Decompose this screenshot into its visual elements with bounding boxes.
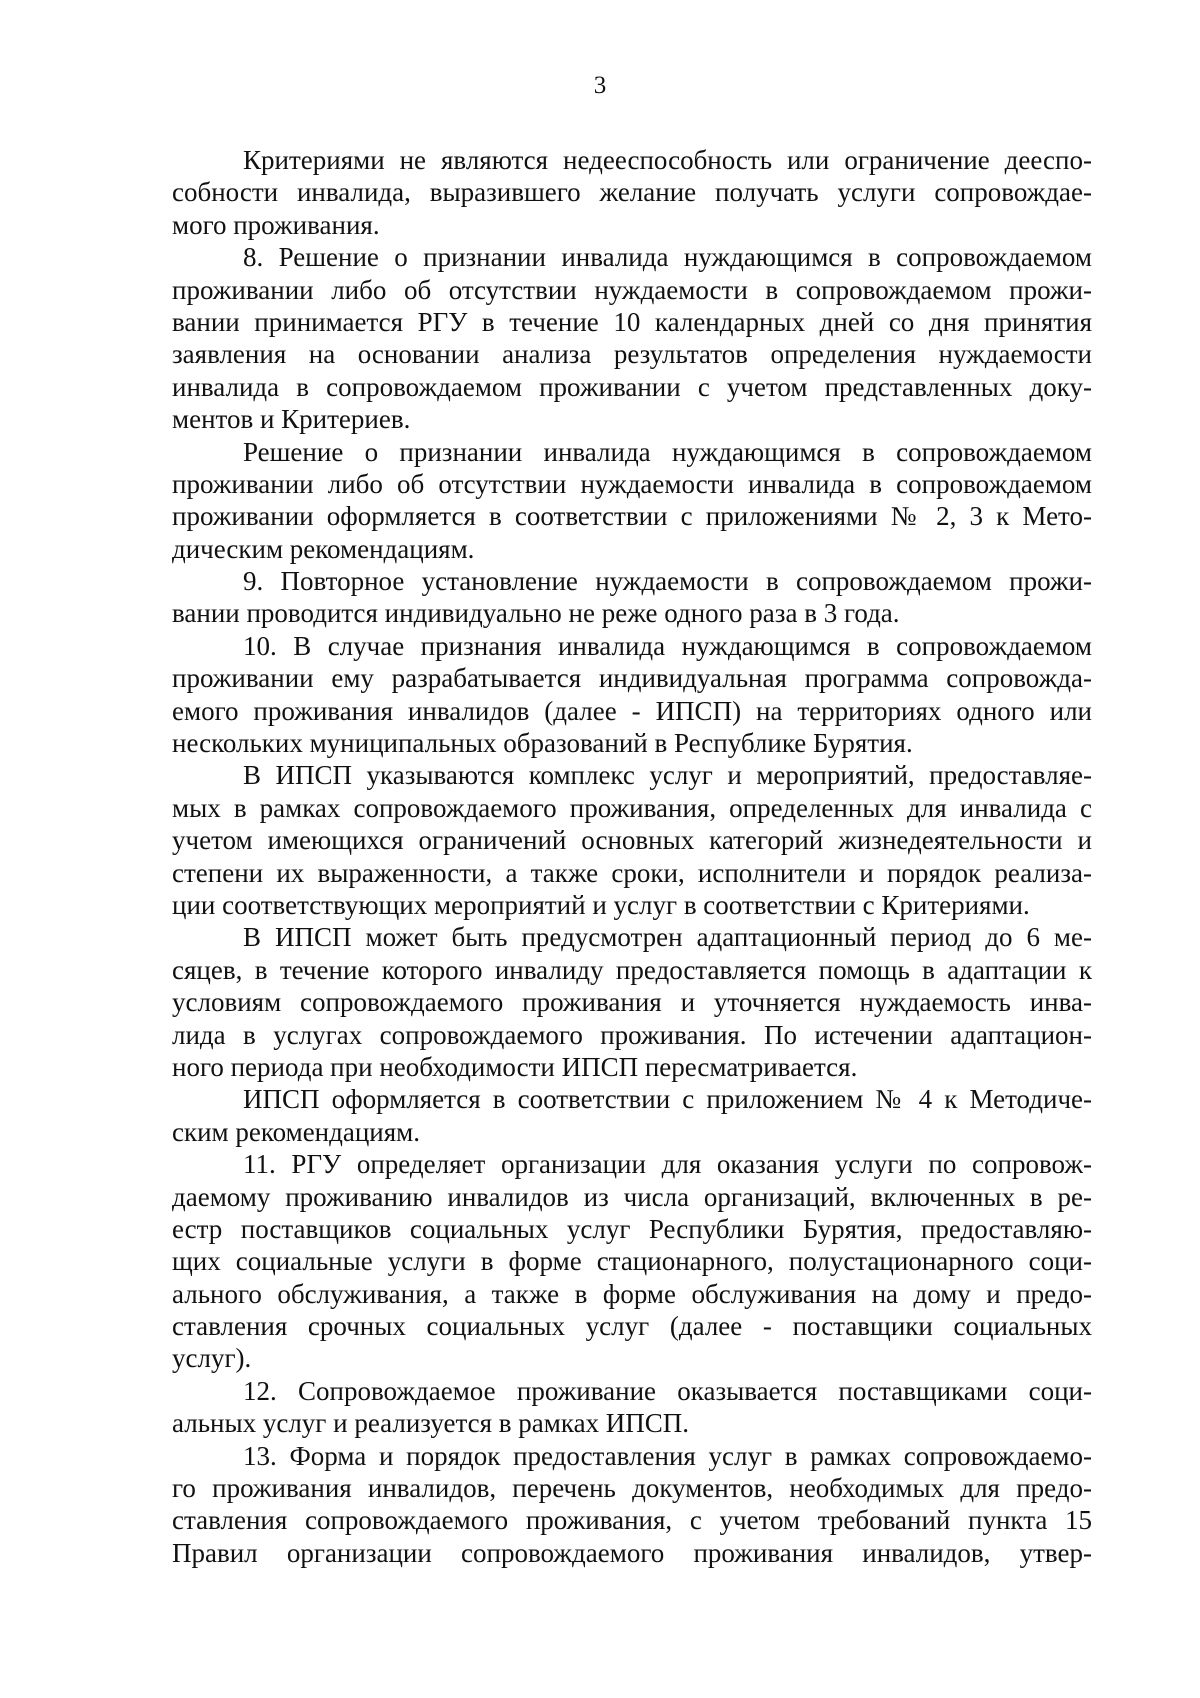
- text-line: го проживания инвалидов, перечень документов, необходимых для предо-: [172, 1473, 1092, 1504]
- text-line: лида в услугах сопровождаемого проживания. По истечении адаптацион-: [172, 1019, 1092, 1050]
- text-line: дическим рекомендациям.: [172, 533, 475, 564]
- paragraph-first-line: Критериями не являются недееспособность или ограничение дееспо-: [243, 145, 1092, 175]
- text-line: ставления сопровождаемого проживания, с учетом требований пункта 15: [172, 1505, 1092, 1536]
- text-line: условиям сопровождаемого проживания и уточняется нуждаемость инва-: [172, 987, 1092, 1018]
- text-line: учетом имеющихся ограничений основных категорий жизнедеятельности и: [172, 825, 1092, 856]
- paragraph-first-line: 11. РГУ определяет организации для оказания услуги по сопровож-: [243, 1149, 1092, 1180]
- paragraph-first-line: ИПСП оформляется в соответствии с приложением № 4 к Методиче-: [243, 1084, 1092, 1115]
- text-line: проживании либо об отсутствии нуждаемости инвалида в сопровождаемом: [172, 468, 1092, 499]
- text-line: щих социальные услуги в форме стационарного, полустационарного соци-: [172, 1246, 1092, 1277]
- text-line: мого проживания.: [172, 209, 380, 240]
- text-line: собности инвалида, выразившего желание получать услуги сопровождае-: [172, 177, 1092, 208]
- text-line: мых в рамках сопровождаемого проживания, определенных для инвалида с: [172, 792, 1092, 823]
- text-line: естр поставщиков социальных услуг Республики Бурятия, предоставляю-: [172, 1213, 1092, 1244]
- text-line: заявления на основании анализа результатов определения нуждаемости: [172, 339, 1092, 370]
- page-number: 3: [593, 72, 607, 99]
- text-line: ментов и Критериев.: [172, 404, 411, 435]
- text-line: услуг).: [172, 1343, 252, 1374]
- text-line: проживании ему разрабатывается индивидуальная программа сопровожда-: [172, 663, 1092, 694]
- text-line: степени их выраженности, а также сроки, исполнители и порядок реализа-: [172, 857, 1092, 888]
- text-line: ским рекомендациям.: [172, 1116, 420, 1147]
- paragraph-first-line: 8. Решение о признании инвалида нуждающимся в сопровождаемом: [243, 242, 1092, 273]
- text-line: Правил организации сопровождаемого проживания инвалидов, утвер-: [172, 1537, 1092, 1568]
- text-line: нескольких муниципальных образований в Республике Бурятия.: [172, 728, 913, 759]
- text-line: ального обслуживания, а также в форме обслуживания на дому и предо-: [172, 1278, 1092, 1309]
- text-line: ции соответствующих мероприятий и услуг в соответствии с Критериями.: [172, 889, 1030, 920]
- document-body: [172, 144, 1092, 1569]
- text-line: вании проводится индивидуально не реже одного раза в 3 года.: [172, 598, 900, 629]
- text-line: альных услуг и реализуется в рамках ИПСП.: [172, 1408, 690, 1439]
- text-line: инвалида в сопровождаемом проживании с учетом представленных доку-: [172, 371, 1092, 402]
- paragraph-first-line: 10. В случае признания инвалида нуждающимся в сопровождаемом: [243, 630, 1092, 661]
- paragraph-first-line: 12. Сопровождаемое проживание оказывается поставщиками соци-: [243, 1375, 1092, 1406]
- paragraph-first-line: 9. Повторное установление нуждаемости в сопровождаемом прожи-: [243, 566, 1092, 597]
- text-line: даемому проживанию инвалидов из числа организаций, включенных в ре-: [172, 1181, 1092, 1212]
- paragraph-first-line: Решение о признании инвалида нуждающимся в сопровождаемом: [243, 436, 1092, 467]
- text-line: проживании оформляется в соответствии с приложениями № 2, 3 к Мето-: [172, 501, 1092, 532]
- text-line: емого проживания инвалидов (далее - ИПСП) на территориях одного или: [172, 695, 1092, 726]
- text-line: сяцев, в течение которого инвалиду предоставляется помощь в адаптации к: [172, 954, 1092, 985]
- paragraph-first-line: 13. Форма и порядок предоставления услуг в рамках сопровождаемо-: [243, 1440, 1092, 1471]
- text-line: проживании либо об отсутствии нуждаемости в сопровождаемом прожи-: [172, 274, 1092, 305]
- paragraph-first-line: В ИПСП указываются комплекс услуг и мероприятий, предоставляе-: [243, 760, 1092, 791]
- text-line: ставления срочных социальных услуг (далее - поставщики социальных: [172, 1311, 1092, 1342]
- text-line: ного периода при необходимости ИПСП пересматривается.: [172, 1051, 858, 1082]
- paragraph-first-line: В ИПСП может быть предусмотрен адаптационный период до 6 ме-: [243, 922, 1092, 953]
- text-line: вании принимается РГУ в течение 10 календарных дней со дня принятия: [172, 306, 1092, 337]
